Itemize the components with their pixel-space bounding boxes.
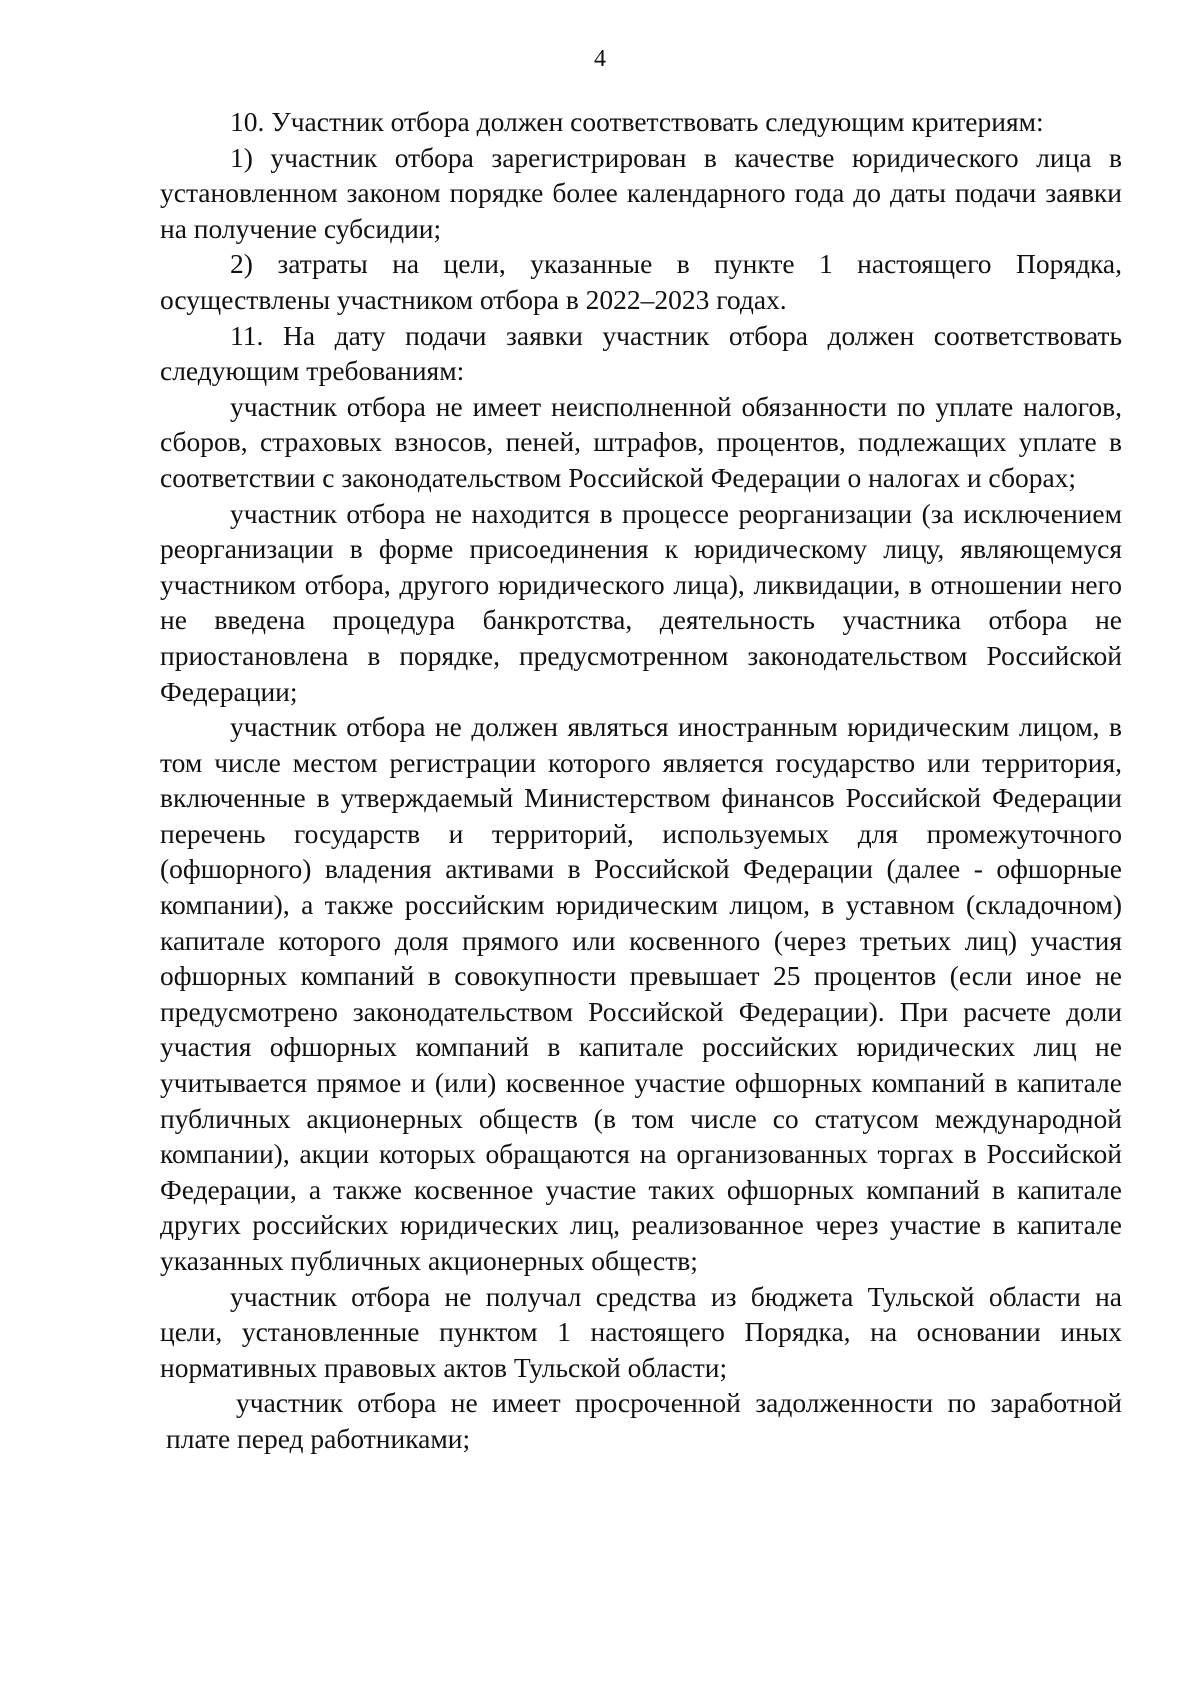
paragraph-requirement-no-reorganization: участник отбора не находится в процессе реорганизации (за исключением реорганизации в форме присоединения к юридическому лицу, являющемуся участником отбора, другого юридического лица), ликвидации, в отношении него не введена процедура банкротства, деятельность участника отбора не приостановлена в порядке, предусмотренном законодательством Российской Федерации;: [160, 497, 1122, 707]
document-body: [160, 104, 1122, 1457]
paragraph-criterion-2: 2) затраты на цели, указанные в пункте 1 настоящего Порядка, осуществлены участником отбора в 2022–2023 годах.: [160, 248, 1122, 315]
paragraph-requirement-no-tax-debt: участник отбора не имеет неисполненной обязанности по уплате налогов, сборов, страховых взносов, пеней, штрафов, процентов, подлежащих уплате в соответствии с законодательством Российской Федерации о налогах и сборах;: [160, 390, 1122, 493]
paragraph-requirement-no-wage-arrears: участник отбора не имеет просроченной задолженности по заработной плате перед работниками;: [166, 1387, 1122, 1454]
paragraph-10-criteria-heading: 10. Участник отбора должен соответствовать следующим критериям:: [230, 106, 1044, 137]
page-number: 4: [594, 46, 606, 72]
paragraph-11-requirements-heading: 11. На дату подачи заявки участник отбора должен соответствовать следующим требованиям:: [160, 319, 1122, 387]
paragraph-criterion-1: 1) участник отбора зарегистрирован в качестве юридического лица в установленном законом порядке более календарного года до даты подачи заявки на получение субсидии;: [160, 141, 1122, 244]
paragraph-requirement-not-foreign-entity: участник отбора не должен являться иностранным юридическим лицом, в том числе местом регистрации которого является государство или территория, включенные в утверждаемый Министерством финансов Российской Федерации перечень государств и территорий, используемых для промежуточного (офшорного) владения активами в Российской Федерации (далее - офшорные компании), а также российским юридическим лицом, в уставном (складочном) капитале которого доля прямого или косвенного (через третьих лиц) участия офшорных компаний в совокупности превышает 25 процентов (если иное не предусмотрено законодательством Российской Федерации). При расчете доли участия офшорных компаний в капитале российских юридических лиц не учитывается прямое и (или) косвенное участие офшорных компаний в капитале публичных акционерных обществ (в том числе со статусом международной компании), акции которых обращаются на организованных торгах в Российской Федерации, а также косвенное участие таких офшорных компаний в капитале других российских юридических лиц, реализованное через участие в капитале указанных публичных акционерных обществ;: [160, 711, 1122, 1276]
paragraph-requirement-no-budget-funds: участник отбора не получал средства из бюджета Тульской области на цели, установленные пунктом 1 настоящего Порядка, на основании иных нормативных правовых актов Тульской области;: [160, 1280, 1122, 1383]
